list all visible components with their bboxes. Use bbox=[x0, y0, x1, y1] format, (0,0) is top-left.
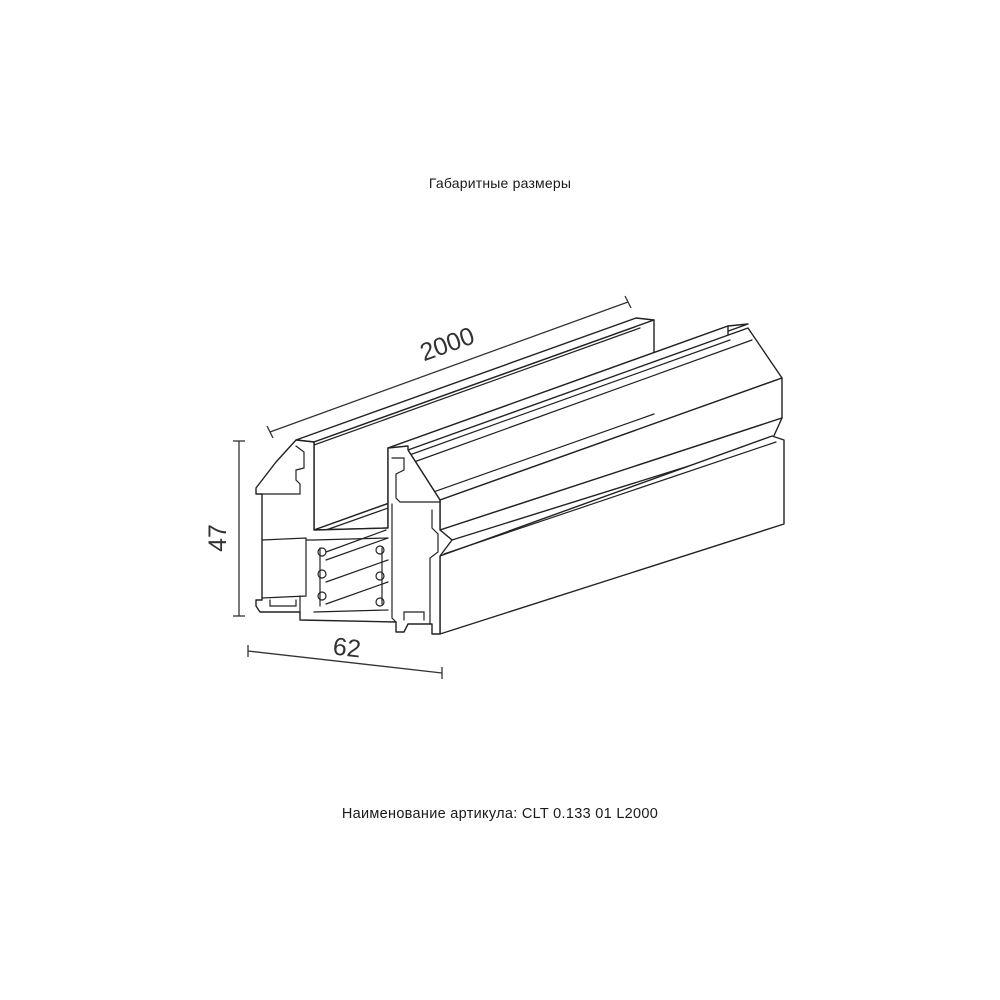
dimension-width bbox=[248, 633, 442, 679]
dimension-height-label: 47 bbox=[204, 524, 232, 552]
dimension-height bbox=[204, 441, 245, 616]
dimension-length-label: 2000 bbox=[416, 321, 479, 368]
dimension-width-label: 62 bbox=[331, 632, 363, 664]
article-caption: Наименование артикула: CLT 0.133 01 L2000 bbox=[341, 806, 659, 822]
page-title: Габаритные размеры bbox=[428, 175, 572, 191]
